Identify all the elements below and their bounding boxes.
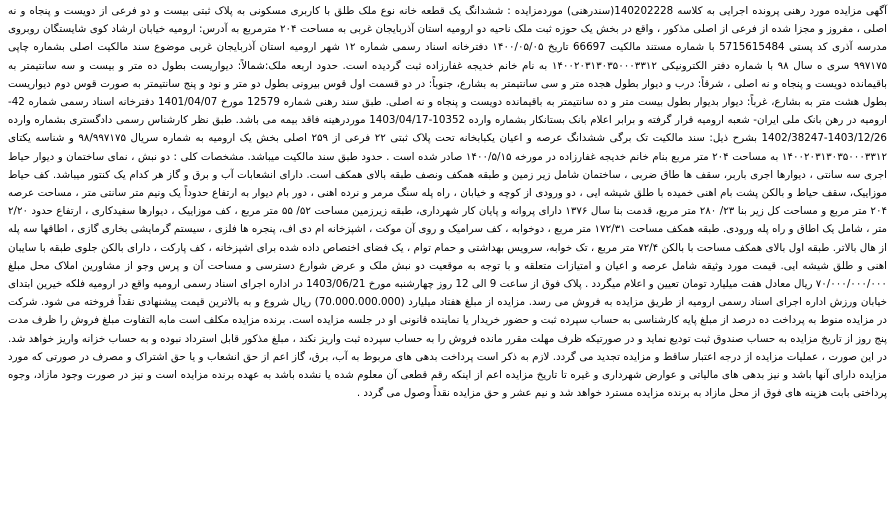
auction-notice-paragraph: آگهی مزایده مورد رهنی پرونده اجرایی به کلاسه 140202228(سندرهنی) موردمزایده : ششدانگ یک قطعه خانه نوع ملک طلق با کاربری مسکونی به پلاک ثبتی بیست و دو فرعی از دویست و پنجاه و نه اصلی ، مفروز و مجزا شده از فرعی از اصلی مذکور ، واقع در بخش یک حوزه ثبت ملک ناحیه دو ارومیه استان آذربایجان غربی به مساحت ۲۰۴ مترمربع به آدرس: ارومیه خیابان ارشاد کوی شایستگان روبروی مدرسه آذری کد پستی 5715615484 با شماره مستند مالکیت 66697 تاریخ ۱۴۰۰/۰۵/۰۵ دفترخانه اسناد رسمی شماره ۱۲ شهر ارومیه استان آذربایجان غربی موضوع سند مالکیت اصلی بشماره چاپی ۹۹۷۱۷۵ سری ه سال ۹۸ با شماره دفتر الکترونیکی ۱۴۰۰۲۰۳۱۳۰۳۵۰۰۰۳۳۱۲ به نام خانم خدیجه غفارزاده ثبت گردیده است. حدود اربعه ملک:شمالاً: دیواریست بطول ده متر و بیست و سه سانتیمتر به باقیمانده دویست و پنجاه و نه اصلی ، شرقاً: درب و دیوار بطول هجده متر و سی سانتیمتر به بشارع، جنوباً: در دو قسمت اول قوس بیرونی بطول دو متر و نود و پنج سانتیمتر به صورت قوس دوم دیواریست بطول هشت متر به بشارع، غرباً: دیوار بدیوار بطول بیست متر و ده سانتیمتر به باقیمانده دویست و پنجاه و نه اصلی. طبق سند رهنی شماره 12579 مورخ 1401/04/07 دفترخانه اسناد رسمی شماره 42- ارومیه در رهن بانک ملی ایران- شعبه ارومیه قرار گرفته و برابر اعلام بانک بستانکار بشماره وارده 10352-1403/04/17 موردرهینه فاقد بیمه می باشد. طبق نظر کارشناس رسمی دادگستری بشماره وارده 1403/12/26-1402/38247 بشرح ذیل: سند مالکیت تک برگی ششدانگ عرصه و اعیان یکبابخانه تحت پلاک ثبتی ۲۲ فرعی از ۲۵۹ اصلی بخش یک ارومیه به شماره سریال ۹۸/۹۹۷۱۷۵ و شناسه یکتای ۱۴۰۰۲۰۳۱۳۰۳۵۰۰۰۳۳۱۲ به مساحت ۲۰۴ متر مربع بنام خانم خدیجه غفارزاده در مورخه ۱۴۰۰/۵/۱۵ صادر شده است . حدود طبق سند مالکیت میباشد. مشخصات کلی : دو نبش ، نمای ساختمان و دیوار حیاط اجری سه سانتی ، دیوارها اجری باربر، سقف ها طاق ضربی ، ساختمان شامل زیر زمین و طبقه همکف ونصف طبقه بالای همکف است. دارای انشعابات آب و برق و گاز هر کدام یک کنتور میباشد. کف حیاط موزاییک، سقف حیاط و بالکن پشت بام اهنی خمیده با طلق شیشه ایی ، دو ورودی از کوچه و خیابان ، راه پله سنگ مرمر و نرده اهنی ، دور بام دیوار به ارتفاع حدوداً یک ونیم متر سانتی متر ، مساحت عرصه ۲۰۴ متر مربع و مساحت کل زیر بنا ۲۳/ ۲۸۰ متر مربع، قدمت بنا سال ۱۳۷۶ دارای پروانه و پایان کار شهرداری، طبقه زیرزمین مساحت ۵۲/ ۵۵ متر مربع ، کف موزاییک ، دیوارها سفیدکاری ، ارتفاع حدود ۲/۲۰ متر ، شامل یک اطاق و راه پله ورودی. طبقه همکف مساحت ۱۷۲/۳۱ متر مربع ، دوخوابه ، کف سرامیک و روی آن موکت ، اشپزخانه ام دی اف، پنجره ها فلزی ، سیستم گرمایشی بخاری گازی ، اطاقها سه پله از هال بالاتر. طبقه اول بالای همکف مساحت با بالکن ۷۲/۴ متر مربع ، تک خوابه، سرویس بهداشتی و حمام توام ، یک فضای اختصاص داده شده برای اشپزخانه ، کف پارکت ، دارای بالکن جلوی طبقه با سایبان اهنی و طلق شیشه ایی. قیمت مورد وثیقه شامل عرصه و اعیان و امتیازات متعلقه و با توجه به موقعیت دو نبش ملک و عرض شوارع دسترسی و مساحت آن و پرس وجو از مشاورین املاک محل مبلغ ۷۰/۰۰۰/۰۰۰/۰۰۰ ریال معادل هفت میلیارد تومان تعیین و اعلام میگردد . پلاک فوق از ساعت 9 الی 12 روز چهارشنبه مورخ 1403/06/21 در اداره اجرای اسناد رسمی ارومیه واقع در ارومیه فلکه خیرین ابتدای خیابان ورزش اداره اجرای اسناد رسمی ارومیه از طریق مزایده به فروش می رسد. مزایده از مبلغ هفتاد میلیارد (70.000.000.000) ریال شروع و به بالاترین قیمت پیشنهادی نقداً فروخته می شود. شرکت در مزایده منوط به پرداخت ده درصد از مبلغ پایه کارشناسی به حساب سپرده ثبت و حضور خریدار یا نماینده قانونی او در جلسه مزایده است. برنده مزایده مکلف است مابه التفاوت مبلغ فروش را ظرف مدت پنج روز از تاریخ مزایده به حساب صندوق ثبت تودیع نماید و در صورتیکه ظرف مهلت مقرر مانده فروش را به حساب سپرده ثبت واریز نکند ، مبلغ مذکور قابل استرداد نبوده و به حساب خزانه واریز خواهد شد. در این صورت ، عملیات مزایده از درجه اعتبار ساقط و مزایده تجدید می گردد. لازم به ذکر است پرداخت بدهی های مربوط به آب، برق، گاز اعم از حق انشعاب و یا حق اشتراک و مصرف در صورتی که مورد مزایده دارای آنها باشد و نیز بدهی های مالیاتی و عوارض شهرداری و غیره تا تاریخ مزایده اعم از اینکه رقم قطعی آن معلوم شده یا نشده باشد به عهده برنده مزایده است و نیز در صورت وجود مازاد، وجوه پرداختی بابت هزینه های فوق از محل مازاد به برنده مزایده مسترد خواهد شد و نیم عشر و حق مزایده نقداً وصول می گردد . — [8, 5, 888, 400]
